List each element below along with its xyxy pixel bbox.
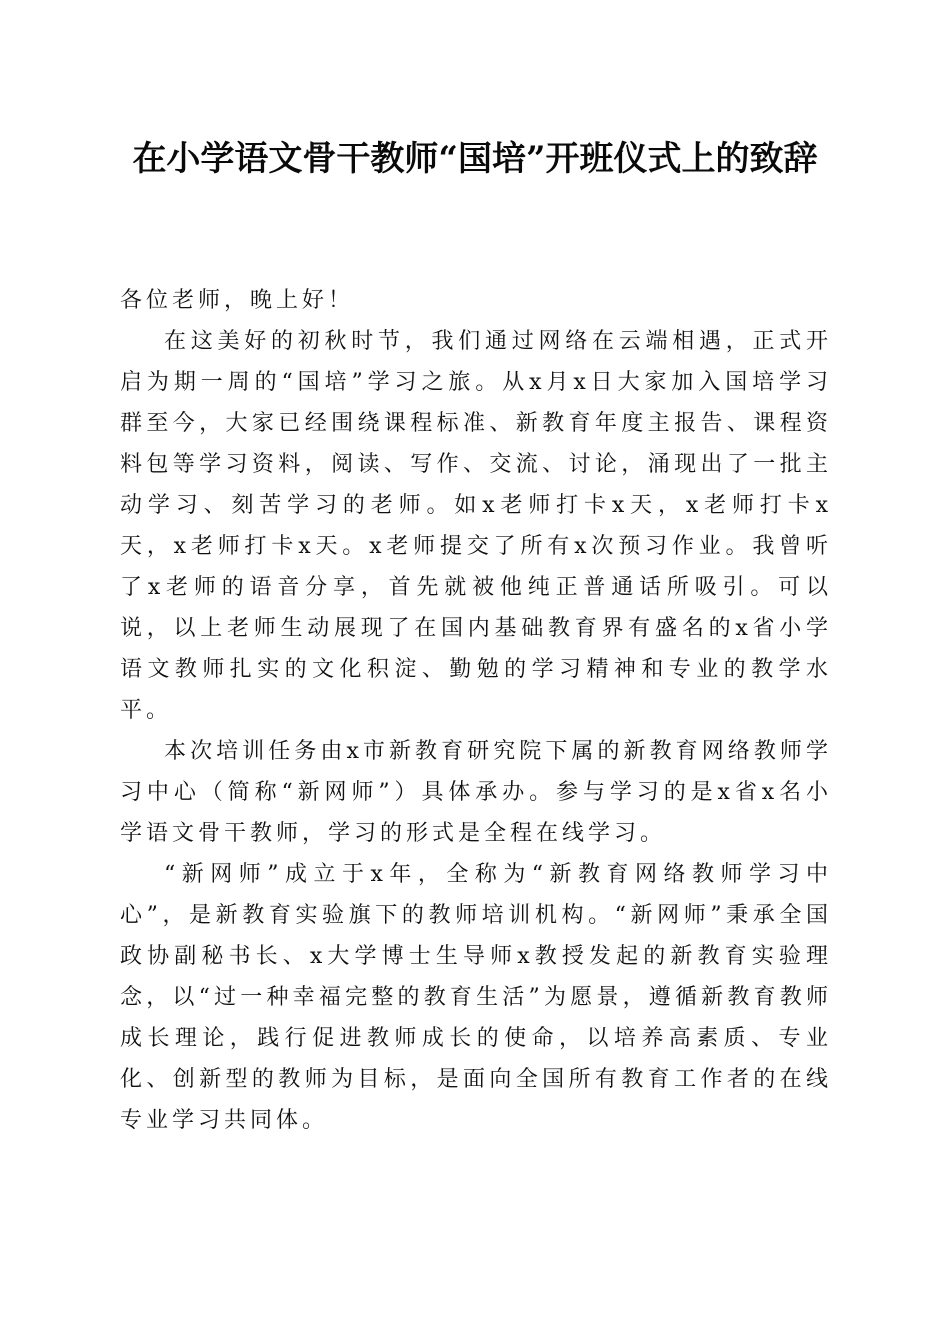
paragraph-about: “新网师”成立于x年，全称为“新教育网络教师学习中心”，是新教育实验旗下的教师培训机构。“新网师”秉承全国政协副秘书长、x大学博士生导师x教授发起的新教育实验理念，以“过一种幸福完整的教育生活”为愿景，遵循新教育教师成长理论，践行促进教师成长的使命，以培养高素质、专业化、创新型的教师为目标，是面向全国所有教育工作者的在线专业学习共同体。 (120, 862, 832, 1133)
paragraph-training: 本次培训任务由x市新教育研究院下属的新教育网络教师学习中心（简称“新网师”）具体承办。参与学习的是x省x名小学语文骨干教师，学习的形式是全程在线学习。 (120, 739, 832, 846)
paragraph-intro: 在这美好的初秋时节，我们通过网络在云端相遇，正式开启为期一周的“国培”学习之旅。从x月x日大家加入国培学习群至今，大家已经围绕课程标准、新教育年度主报告、课程资料包等学习资料，阅读、写作、交流、讨论，涌现出了一批主动学习、刻苦学习的老师。如x老师打卡x天，x老师打卡x天，x老师打卡x天。x老师提交了所有x次预习作业。我曾听了x老师的语音分享，首先就被他纯正普通话所吸引。可以说，以上老师生动展现了在国内基础教育界有盛名的x省小学语文教师扎实的文化积淀、勤勉的学习精神和专业的教学水平。 (120, 329, 832, 723)
greeting-line: 各位老师，晚上好！ (120, 288, 355, 313)
document-title: 在小学语文骨干教师“国培”开班仪式上的致辞 (132, 139, 818, 179)
document-body (120, 280, 832, 1141)
